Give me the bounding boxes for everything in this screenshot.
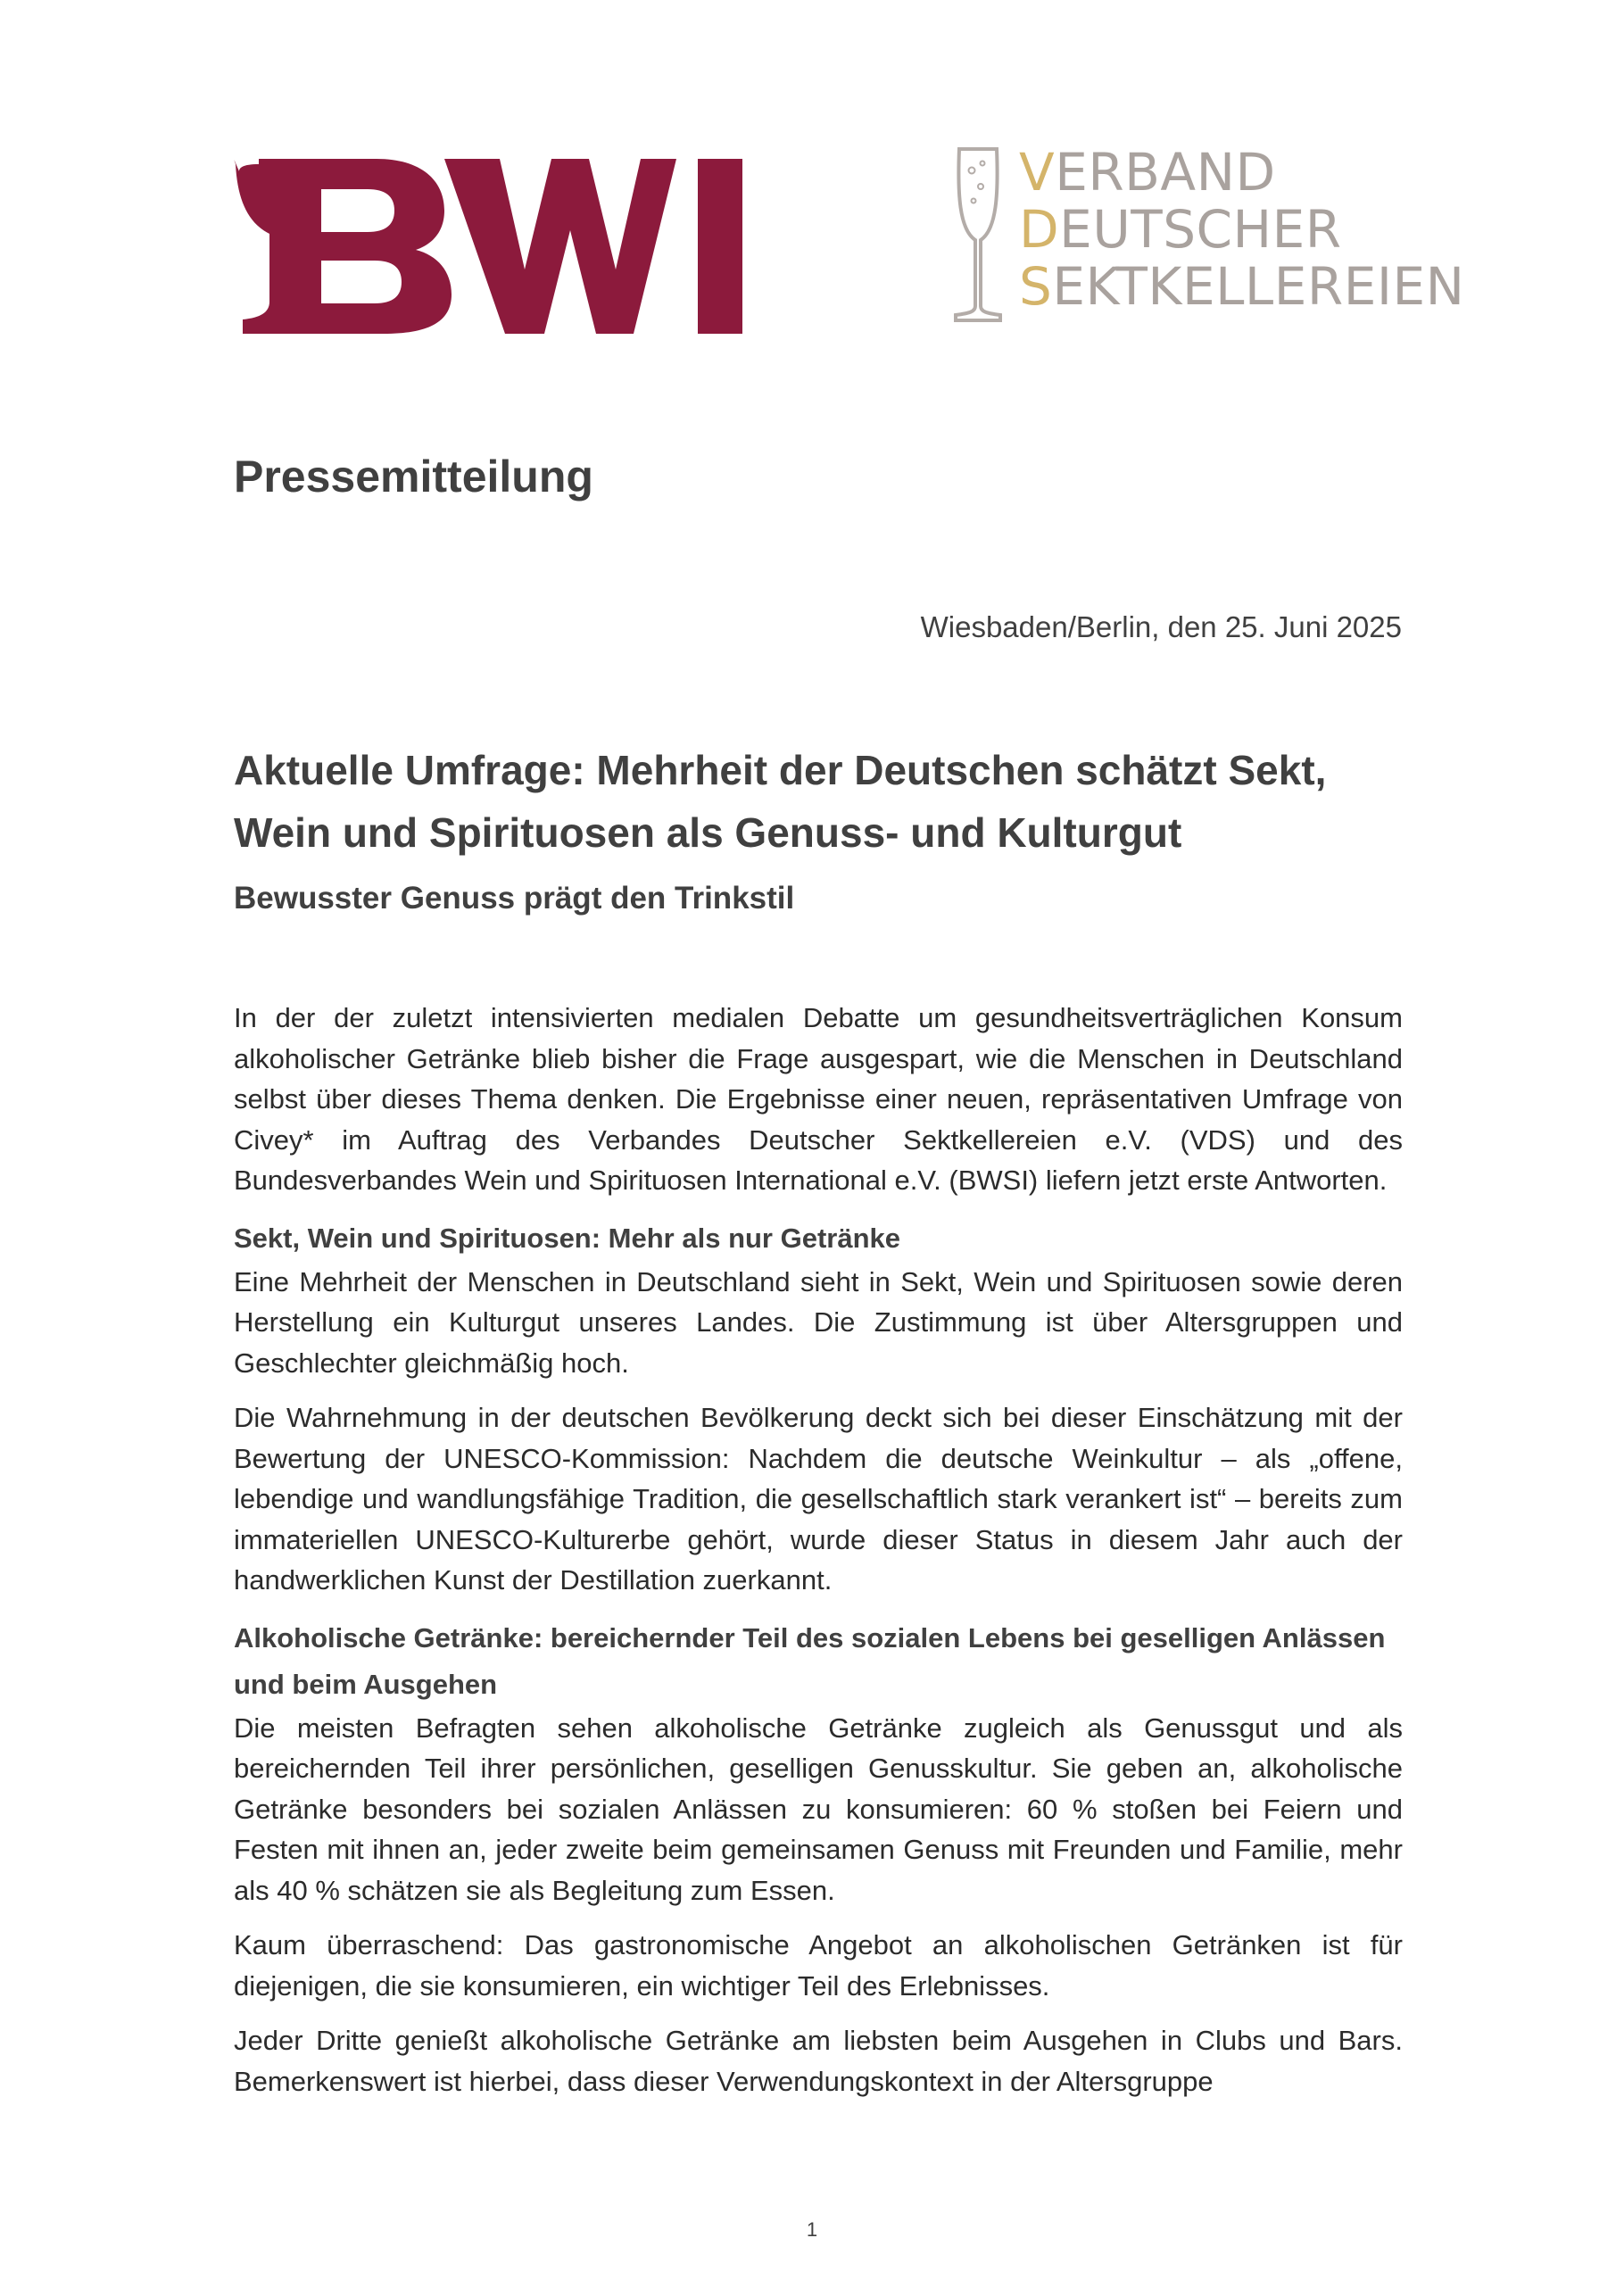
section-heading-social: Alkoholische Getränke: bereichernder Teil des sozialen Lebens bei geselligen Anlässen und beim Ausgehen bbox=[234, 1621, 1386, 1700]
page-number: 1 bbox=[806, 2218, 818, 2241]
body-text bbox=[234, 998, 1403, 2116]
vds-line-1: VERBAND bbox=[1019, 142, 1276, 203]
section-heading-culture: Sekt, Wein und Spirituosen: Mehr als nur Getränke bbox=[234, 1222, 901, 1254]
headline: Aktuelle Umfrage: Mehrheit der Deutschen schätzt Sekt, Wein und Spirituosen als Genuss- und Kulturgut bbox=[234, 747, 1327, 856]
document-type-title: Pressemitteilung bbox=[234, 452, 593, 501]
vds-wordmark bbox=[1019, 144, 1464, 315]
paragraph-social-1: Die meisten Befragten sehen alkoholische Getränke zugleich als Genussgut und als bereichernden Teil ihrer persönlichen, geselligen Genusskultur. Sie geben an, alkoholische Getränke besonders bei sozialen Anlässen zu konsumieren: 60 % stoßen bei Feiern und Festen mit ihnen an, jeder zweite beim gemeinsamen Genuss mit Freunden und Familie, mehr als 40 % schätzen sie als Begleitung zum Essen. bbox=[234, 1712, 1403, 1906]
bwsi-logo bbox=[234, 159, 742, 334]
vds-line-3: SEKTKELLEREIEN bbox=[1019, 256, 1465, 317]
dateline: Wiesbaden/Berlin, den 25. Juni 2025 bbox=[920, 610, 1402, 643]
subheadline: Bewusster Genuss prägt den Trinkstil bbox=[234, 881, 795, 916]
paragraph-culture-1: Eine Mehrheit der Menschen in Deutschland sieht in Sekt, Wein und Spirituosen sowie deren Herstellung ein Kulturgut unseres Landes. Die Zustimmung ist über Altersgruppen und Geschlechter gleichmäßig hoch. bbox=[234, 1265, 1403, 1379]
paragraph-culture-2: Die Wahrnehmung in der deutschen Bevölkerung deckt sich bei dieser Einschätzung mit der Bewertung der UNESCO-Kommission: Nachdem die deutsche Weinkultur – als „offene, lebendige und wandlungsfähige Tradition, die gesellschaftlich stark verankert ist“ – bereits zum immateriellen UNESCO-Kulturerbe gehört, wurde dieser Status in diesem Jahr auch der handwerklichen Kunst der Destillation zuerkannt. bbox=[234, 1402, 1403, 1596]
champagne-glass-icon bbox=[950, 147, 1006, 322]
paragraph-social-2: Kaum überraschend: Das gastronomische Angebot an alkoholischen Getränken ist für diejenigen, die sie konsumieren, ein wichtiger Teil des Erlebnisses. bbox=[234, 1929, 1403, 2002]
paragraph-social-3: Jeder Dritte genießt alkoholische Getränke am liebsten beim Ausgehen in Clubs und Bars. Bemerkenswert ist hierbei, dass dieser Verwendungskontext in der Altersgruppe bbox=[234, 2025, 1403, 2097]
intro-paragraph: In der der zuletzt intensivierten medialen Debatte um gesundheitsverträglichen Konsum alkoholischer Getränke blieb bisher die Frage ausgespart, wie die Menschen in Deutschland selbst über dieses Thema denken. Die Ergebnisse einer neuen, repräsentativen Umfrage von Civey* im Auftrag des Verbandes Deutscher Sektkellereien e.V. (VDS) und des Bundesverbandes Wein und Spirituosen International e.V. (BWSI) liefern jetzt erste Antworten. bbox=[234, 1002, 1403, 1196]
vds-line-2: DEUTSCHER bbox=[1019, 199, 1342, 260]
vds-logo bbox=[950, 142, 1465, 326]
